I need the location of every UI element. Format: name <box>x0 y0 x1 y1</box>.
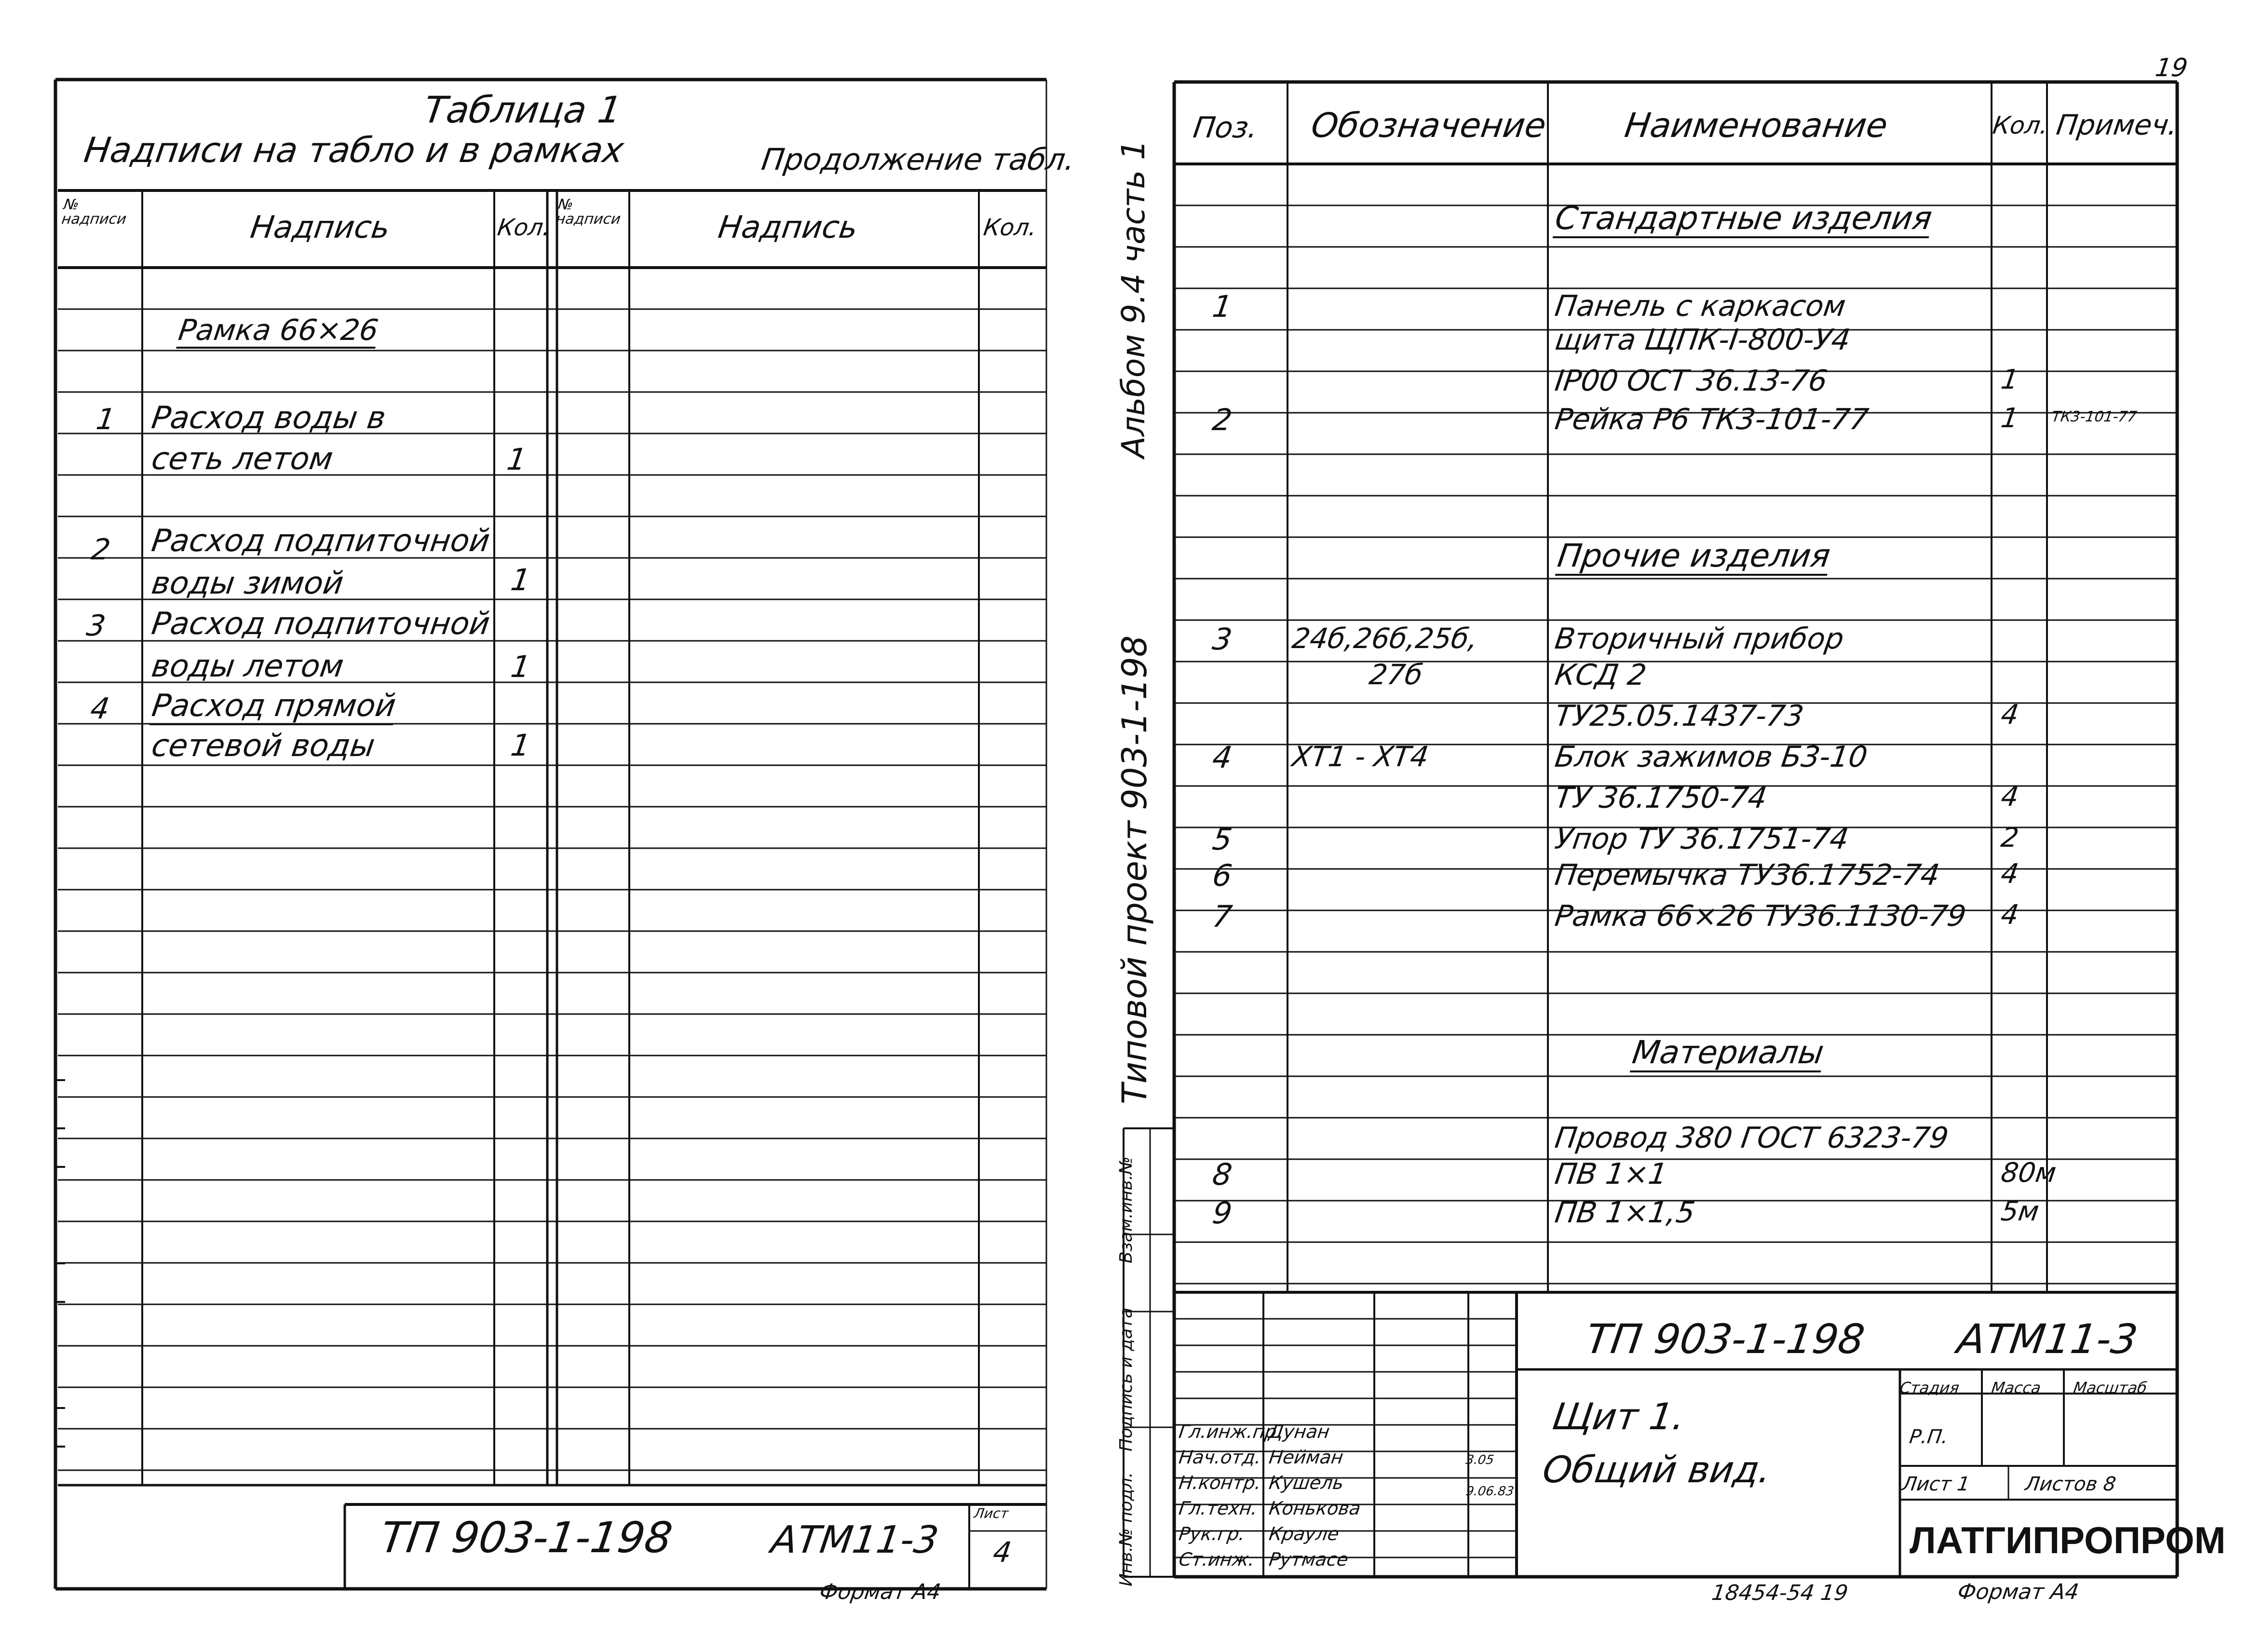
left-row-5-num: 3 <box>84 609 108 643</box>
left-row-4-qty: 1 <box>508 562 533 597</box>
tb-org: ЛАТГИПРОПРОМ <box>1910 1519 2226 1561</box>
right-row-6-name: Вторичный прибор <box>1553 622 1846 656</box>
right-row-16-name: ПВ 1×1 <box>1553 1157 1669 1191</box>
right-row-12-qty: 4 <box>1999 858 2021 890</box>
right-row-7-designation: 27б <box>1367 658 1425 691</box>
right-row-17-qty: 5м <box>1999 1196 2041 1227</box>
tb-doc: АТМ11-3 <box>1954 1315 2141 1363</box>
right-row-0-name: Стандартные изделия <box>1553 203 1934 238</box>
left-row-5-text: Расход подпиточной <box>149 606 492 642</box>
header-num: № надписи <box>60 196 128 228</box>
page-mark: 19 <box>2153 54 2190 82</box>
right-row-4-name: Рейка Р6 ТК3-101-77 <box>1553 403 1871 436</box>
tb-sheets-label: Листов 8 <box>2023 1473 2117 1495</box>
right-row-11-pos: 5 <box>1210 822 1234 857</box>
side-col-sign: Подпись и дата <box>1116 1307 1136 1451</box>
right-row-1-name: Панель с каркасом <box>1553 289 1848 323</box>
header-num-2: № надписи <box>555 196 622 228</box>
tb-person-5-name: Рутмасе <box>1267 1549 1350 1570</box>
right-row-14-name: Материалы <box>1630 1037 1826 1072</box>
left-row-8-text: сетевой воды <box>149 728 377 764</box>
header-note: Примеч. <box>2054 108 2180 141</box>
tb-person-4-name: Крауле <box>1267 1523 1341 1544</box>
right-row-3-name: IP00 ОСТ 36.13-76 <box>1553 364 1830 398</box>
tb-person-2-role: Н.контр. <box>1177 1472 1263 1493</box>
right-row-10-qty: 4 <box>1999 781 2021 812</box>
side-col-inv: Инв.№ подл. <box>1116 1472 1136 1586</box>
header-pos: Поз. <box>1191 111 1260 145</box>
right-row-9-pos: 4 <box>1210 740 1234 775</box>
right-row-7-name: КСД 2 <box>1553 658 1649 692</box>
tb-stage: Р.П. <box>1908 1426 1950 1448</box>
right-row-12-pos: 6 <box>1210 858 1234 893</box>
left-row-2-qty: 1 <box>504 442 529 477</box>
left-row-7-text: Расход прямой <box>149 691 398 725</box>
left-row-6-qty: 1 <box>508 649 533 684</box>
project-label: Типовой проект 903-1-198 <box>1115 635 1154 1104</box>
left-row-1-text: Расход воды в <box>149 400 388 436</box>
left-row-4-text: воды зимой <box>149 566 346 601</box>
tb-title-1: Щит 1. <box>1549 1395 1688 1438</box>
side-col-replace: Взам.инв.№ <box>1116 1156 1136 1263</box>
tb-person-1-name: Нейман <box>1267 1447 1345 1468</box>
left-row-6-text: воды летом <box>149 649 346 684</box>
header-qty: Кол. <box>496 214 553 241</box>
right-row-11-name: Упор ТУ 36.1751-74 <box>1553 822 1851 856</box>
tb-mass-label: Масса <box>1990 1379 2042 1397</box>
right-row-9-name: Блок зажимов Б3-10 <box>1553 740 1870 774</box>
left-row-0-text: Рамка 66×26 <box>176 316 380 349</box>
tb-code: ТП 903-1-198 <box>1583 1315 1868 1363</box>
tb-person-0-name: Дунан <box>1267 1421 1331 1442</box>
right-row-4-pos: 2 <box>1210 402 1234 437</box>
left-row-1-num: 1 <box>94 403 118 436</box>
right-row-3-qty: 1 <box>1999 364 2021 395</box>
tb-stage-label: Стадия <box>1898 1379 1961 1397</box>
continuation-label: Продолжение табл. <box>759 142 1077 177</box>
tb-date-1: 3.05 <box>1464 1453 1495 1467</box>
right-row-11-qty: 2 <box>1999 822 2021 853</box>
table-title: Таблица 1 <box>421 88 624 131</box>
right-row-16-pos: 8 <box>1210 1157 1234 1192</box>
right-row-12-name: Перемычка ТУ36.1752-74 <box>1553 858 1942 892</box>
right-row-17-pos: 9 <box>1210 1195 1234 1231</box>
tb-person-5-role: Ст.инж. <box>1177 1549 1256 1570</box>
right-row-5-name: Прочие изделия <box>1555 540 1832 576</box>
left-stamp-sheet-label: Лист <box>973 1505 1010 1521</box>
header-name: Наименование <box>1622 106 1890 145</box>
left-row-3-num: 2 <box>89 533 113 567</box>
right-row-8-qty: 4 <box>1999 699 2021 731</box>
right-row-6-designation: 24б,26б,25б, <box>1290 622 1480 655</box>
left-row-8-qty: 1 <box>508 728 533 763</box>
album-label: Альбом 9.4 часть 1 <box>1115 139 1152 458</box>
header-text-2: Надпись <box>716 210 860 245</box>
tb-person-0-role: Гл.инж.пр. <box>1177 1421 1284 1442</box>
footer-num: 18454-54 19 <box>1710 1581 1850 1605</box>
tb-title-2: Общий вид. <box>1540 1448 1774 1491</box>
tb-date-2: 9.06.83 <box>1464 1484 1515 1499</box>
right-row-13-name: Рамка 66×26 ТУ36.1130-79 <box>1553 899 1968 933</box>
right-row-8-name: ТУ25.05.1437-73 <box>1553 699 1806 733</box>
tb-person-3-role: Гл.техн. <box>1177 1498 1259 1519</box>
tb-person-3-name: Конькова <box>1267 1498 1362 1519</box>
right-row-2-name: щита ЩПК-I-800-У4 <box>1553 323 1853 357</box>
right-row-4-qty: 1 <box>1999 403 2021 434</box>
right-row-15-name: Провод 380 ГОСТ 6323-79 <box>1553 1121 1951 1155</box>
left-row-2-text: сеть летом <box>149 441 336 477</box>
right-row-10-name: ТУ 36.1750-74 <box>1553 781 1769 815</box>
tb-person-1-role: Нач.отд. <box>1177 1447 1263 1468</box>
right-row-16-qty: 80м <box>1999 1157 2059 1189</box>
tb-person-4-role: Рук.гр. <box>1177 1523 1247 1544</box>
right-row-9-designation: ХТ1 - ХТ4 <box>1290 740 1431 773</box>
left-row-3-text: Расход подпиточной <box>149 523 492 559</box>
tb-person-2-name: Кушель <box>1267 1472 1345 1493</box>
right-row-4-note: ТК3-101-77 <box>2050 408 2138 425</box>
right-row-13-qty: 4 <box>1999 899 2021 931</box>
table-subtitle: Надписи на табло и в рамках <box>81 130 626 170</box>
header-qty-2: Кол. <box>982 214 1039 241</box>
header-text: Надпись <box>248 210 393 245</box>
right-row-17-name: ПВ 1×1,5 <box>1553 1196 1697 1230</box>
tb-sheet-label: Лист 1 <box>1900 1473 1971 1495</box>
left-row-7-num: 4 <box>88 692 112 726</box>
right-row-13-pos: 7 <box>1210 899 1234 934</box>
header-qty: Кол. <box>1991 111 2050 139</box>
right-format: Формат А4 <box>1956 1580 2081 1604</box>
left-stamp-code: ТП 903-1-198 <box>377 1513 676 1562</box>
left-stamp-sheet: 4 <box>991 1536 1014 1569</box>
header-designation: Обозначение <box>1309 106 1549 145</box>
left-stamp-doc: АТМ11-3 <box>768 1518 941 1562</box>
right-row-1-pos: 1 <box>1210 289 1234 324</box>
left-format: Формат А4 <box>818 1580 943 1604</box>
right-row-6-pos: 3 <box>1210 622 1234 657</box>
tb-scale-label: Масштаб <box>2072 1379 2148 1397</box>
